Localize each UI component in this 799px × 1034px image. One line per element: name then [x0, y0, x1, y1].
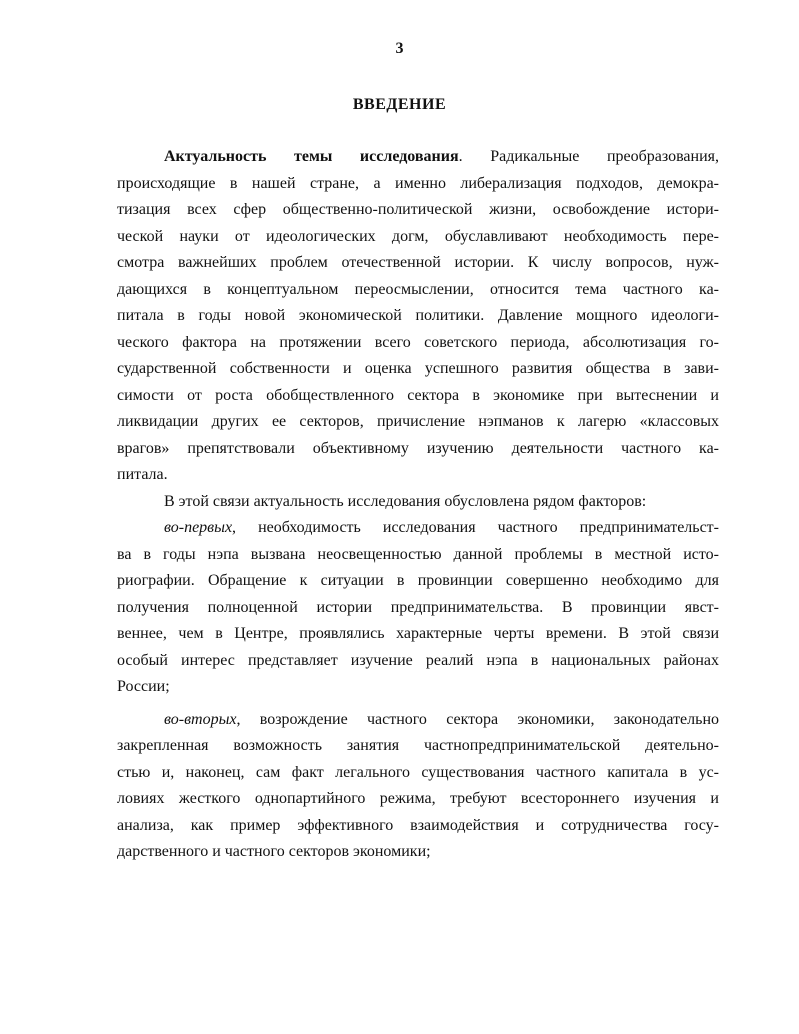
text-line: дающихся в концептуальном переосмыслении, относится тема частного ка- — [117, 280, 719, 298]
text-line: ловиях жесткого однопартийного режима, требуют всестороннего изучения и — [117, 790, 719, 807]
paragraph-first — [117, 515, 719, 701]
text-line: тизация всех сфер общественно-политической жизни, освобождение истори- — [117, 201, 719, 218]
lead-term: во-первых — [164, 519, 233, 536]
text-line: ликвидации других ее секторов, причисление нэпманов к лагерю «классовых — [117, 413, 719, 430]
lead-term: во-вторых — [164, 710, 237, 728]
text-line: происходящие в нашей стране, а именно либерализация подходов, демокра- — [117, 174, 719, 192]
text-run: , возрождение частного сектора экономики, законодательно — [236, 710, 719, 728]
text-line: закрепленная возможность занятия частнопредпринимательской деятельно- — [117, 737, 719, 754]
text-line: анализа, как пример эффективного взаимодействия и сотрудничества госу- — [117, 816, 719, 834]
text-line: стью и, наконец, сам факт легального существования частного капитала в ус- — [117, 763, 719, 781]
text-line: сударственной собственности и оценка успешного развития общества в зави- — [117, 360, 719, 377]
text-line: дарственного и частного секторов экономики; — [117, 843, 431, 860]
lead-term: Актуальность темы исследования — [164, 148, 459, 165]
text-line: ва в годы нэпа вызвана неосвещенностью данной проблемы в местной исто- — [117, 545, 719, 563]
text-line: России; — [117, 678, 170, 695]
text-run: . Радикальные преобразования, — [458, 148, 719, 165]
text-line: симости от роста обобществленного сектора в экономике при вытеснении и — [117, 386, 719, 404]
text-line: получения полноценной истории предпринимательства. В провинции явст- — [117, 598, 719, 616]
text-run: , необходимость исследования частного предпринимательст- — [232, 519, 719, 536]
section-heading: ВВЕДЕНИЕ — [352, 96, 447, 113]
paragraph-factors — [117, 489, 719, 516]
text-line: питала в годы новой экономической политики. Давление мощного идеологи- — [117, 307, 719, 324]
text-line: веннее, чем в Центре, проявлялись характерные черты времени. В этой связи — [117, 625, 719, 642]
text-line: особый интерес представляет изучение реалий нэпа в национальных районах — [117, 651, 719, 669]
paragraph-second — [117, 707, 719, 866]
document-body — [117, 144, 719, 866]
text-line: ческой науки от идеологических догм, обуславливают необходимость пере- — [117, 227, 719, 245]
paragraph-relevance — [117, 144, 719, 489]
text-line: риографии. Обращение к ситуации в провинции совершенно необходимо для — [117, 572, 719, 589]
text-line: В этой связи актуальность исследования обусловлена рядом факторов: — [164, 492, 647, 510]
text-line: смотра важнейших проблем отечественной истории. К числу вопросов, нуж- — [117, 254, 719, 271]
text-line: ческого фактора на протяжении всего советского периода, абсолютизация го- — [117, 333, 719, 351]
text-line: питала. — [117, 466, 168, 483]
text-line: врагов» препятствовали объективному изучению деятельности частного ка- — [117, 439, 719, 457]
text-line — [117, 144, 719, 171]
text-line — [117, 515, 719, 542]
page-number: 3 — [395, 40, 404, 57]
text-line — [117, 707, 719, 734]
